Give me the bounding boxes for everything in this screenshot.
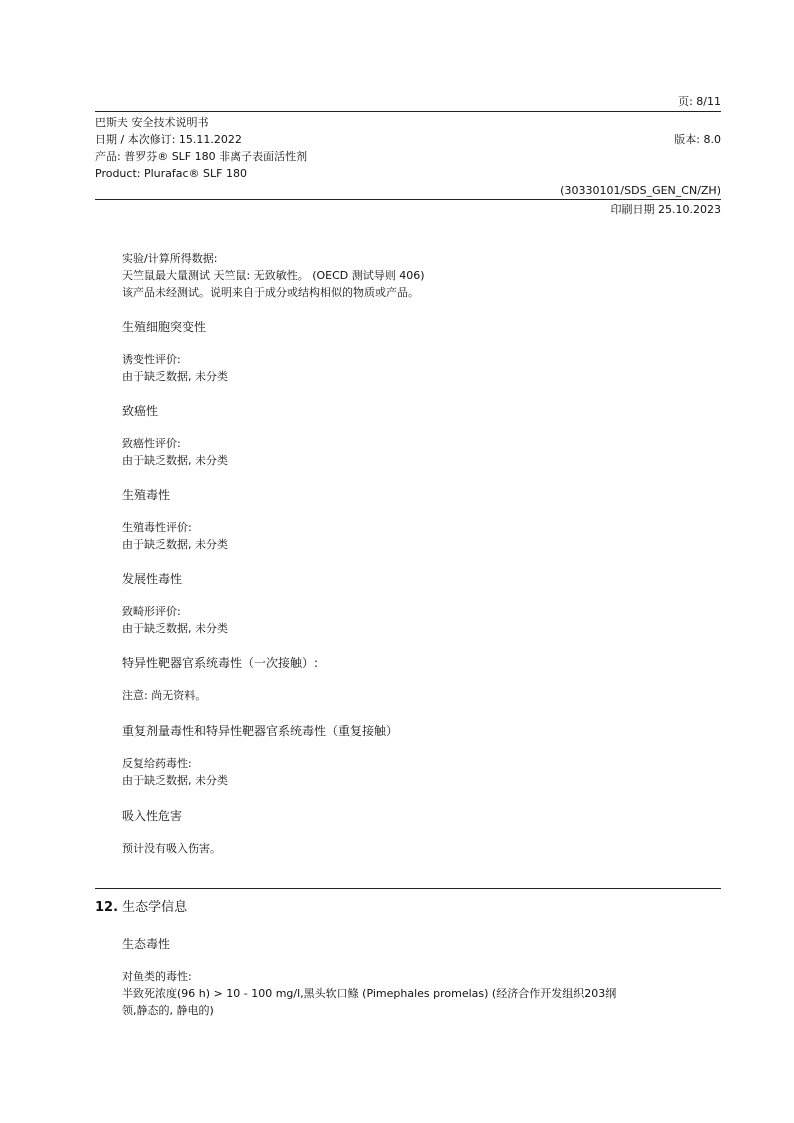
- stot-single-heading: 特异性靶器官系统毒性（一次接触）:: [122, 656, 319, 670]
- repeated-dose-value: 由于缺乏数据, 未分类: [122, 774, 228, 787]
- reproductive-heading: 生殖毒性: [122, 488, 171, 502]
- ecotoxicity-heading: 生态毒性: [122, 937, 171, 951]
- sensitization-result: 天竺鼠最大量测试 天竺鼠: 无致敏性。 (OECD 测试导则 406): [122, 269, 425, 282]
- mutagenicity-value: 由于缺乏数据, 未分类: [122, 370, 228, 383]
- document-code: (30330101/SDS_GEN_CN/ZH): [560, 184, 721, 197]
- section-divider: [95, 888, 721, 889]
- sensitization-note: 该产品未经测试。说明来自于成分或结构相似的物质或产品。: [122, 286, 419, 299]
- revision-date: 日期 / 本次修订: 15.11.2022: [95, 133, 242, 146]
- carcinogenicity-label: 致癌性评价:: [122, 437, 181, 450]
- page-number: 页: 8/11: [678, 95, 721, 108]
- stot-repeat-heading: 重复剂量毒性和特异性靶器官系统毒性（重复接触）: [122, 724, 399, 738]
- header-divider-bottom: [95, 199, 721, 200]
- fish-toxicity-value: 半致死浓度(96 h) > 10 - 100 mg/l,黑头软口鲦 (Pimephales promelas) (经济合作开发组织203纲: [122, 987, 617, 1000]
- print-date: 印刷日期 25.10.2023: [610, 203, 721, 216]
- section-12-title: [95, 899, 187, 916]
- header-divider-top: [95, 111, 721, 112]
- section-number: 12.: [95, 900, 119, 915]
- aspiration-heading: 吸入性危害: [122, 809, 183, 823]
- germ-cell-heading: 生殖细胞突变性: [122, 320, 207, 334]
- aspiration-value: 预计没有吸入伤害。: [122, 842, 221, 855]
- mutagenicity-label: 诱变性评价:: [122, 353, 181, 366]
- version-label: 版本: 8.0: [674, 133, 721, 146]
- fish-toxicity-value-cont: 领,静态的, 静电的): [122, 1004, 214, 1017]
- product-name-cn: 产品: 普罗芬® SLF 180 非离子表面活性剂: [95, 150, 308, 163]
- repeated-dose-label: 反复给药毒性:: [122, 757, 192, 770]
- developmental-heading: 发展性毒性: [122, 572, 183, 586]
- carcinogenicity-value: 由于缺乏数据, 未分类: [122, 454, 228, 467]
- stot-single-value: 注意: 尚无资料。: [122, 689, 207, 702]
- teratogenicity-value: 由于缺乏数据, 未分类: [122, 622, 228, 635]
- company-name: 巴斯夫 安全技术说明书: [95, 116, 209, 129]
- experimental-data-label: 实验/计算所得数据:: [122, 252, 218, 265]
- fish-toxicity-label: 对鱼类的毒性:: [122, 970, 192, 983]
- reproductive-value: 由于缺乏数据, 未分类: [122, 538, 228, 551]
- carcinogenicity-heading: 致癌性: [122, 404, 159, 418]
- teratogenicity-label: 致畸形评价:: [122, 605, 181, 618]
- product-name-en: Product: Plurafac® SLF 180: [95, 167, 247, 180]
- reproductive-label: 生殖毒性评价:: [122, 521, 192, 534]
- section-title: 生态学信息: [122, 900, 188, 915]
